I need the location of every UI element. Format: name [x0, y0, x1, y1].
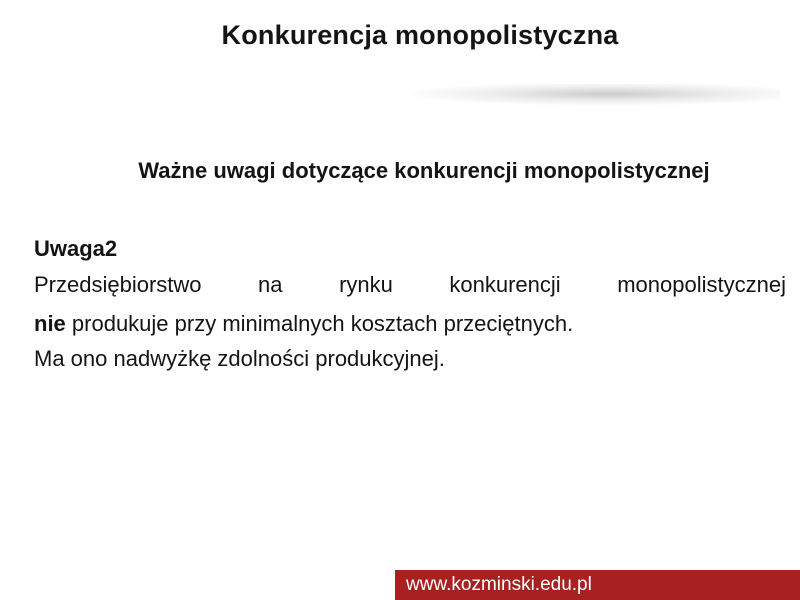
- title-underline-swoosh: [400, 84, 780, 106]
- note-line-1: [34, 272, 786, 298]
- note-word: na: [258, 272, 283, 297]
- note-line-3: Ma ono nadwyżkę zdolności produkcyjnej.: [34, 346, 445, 371]
- note-word: konkurencji: [449, 272, 561, 297]
- footer-url: www.kozminski.edu.pl: [406, 574, 592, 595]
- emphasis-nie: nie: [34, 311, 66, 336]
- note-line-2: [34, 311, 786, 337]
- note-word: monopolistycznej: [617, 272, 786, 297]
- note-line-2-text: produkuje przy minimalnych kosztach przeciętnych.: [65, 311, 574, 336]
- note-word: rynku: [339, 272, 393, 297]
- subtitle: Ważne uwagi dotyczące konkurencji monopolistycznej: [138, 158, 710, 183]
- note-word: Przedsiębiorstwo: [34, 272, 202, 297]
- slide-title: Konkurencja monopolistyczna: [221, 20, 619, 50]
- note-heading: Uwaga2: [34, 236, 118, 261]
